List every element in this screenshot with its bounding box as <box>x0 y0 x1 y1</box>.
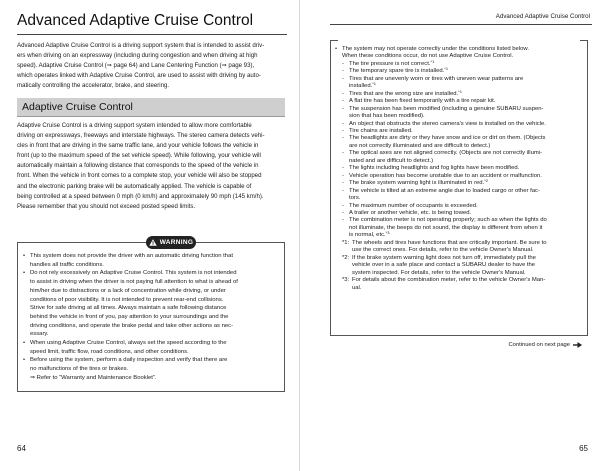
header-rule <box>330 24 592 25</box>
title-rule <box>17 34 287 35</box>
warning-label: WARNING <box>159 239 194 246</box>
condition-line: The temporary spare tire is installed. <box>349 68 445 75</box>
condition-item <box>342 106 581 121</box>
condition-line: - A trailer or another vehicle, etc. is being towed. <box>349 209 472 216</box>
condition-item <box>342 188 581 203</box>
warning-item-line: handles all traffic conditions. <box>30 261 104 268</box>
section-body <box>17 121 285 212</box>
condition-line: - Tire chains are installed. <box>349 127 413 134</box>
warning-list <box>23 252 279 383</box>
condition-item <box>342 217 581 239</box>
warning-item-line: • This system does not provide the driver with an automatic driving function that <box>30 253 233 259</box>
body-line: front (up to the maximum speed of the set vehicle speed). While following, your vehicle will <box>17 152 261 160</box>
intro-line: matically controlling the accelerator, brake, and steering. <box>17 82 170 90</box>
warning-item-line: behind the vehicle in front of you, pay attention to your surroundings and the <box>30 313 229 320</box>
condition-item <box>342 88 581 98</box>
condition-line: - The vehicle is tilted at an extreme angle due to loaded cargo or other fac- <box>349 187 540 194</box>
condition-item <box>342 68 581 75</box>
intro-line: which operates linked with Adaptive Cruise Control, are used to assist with driving by auto- <box>17 72 261 80</box>
footnote-mark: *3: <box>342 277 350 284</box>
warning-item-line: conditions of poor visibility. It is not intended to prevent rear-end collisions. <box>30 296 224 303</box>
condition-line: are not correctly illuminated and are difficult to detect.) <box>349 142 491 149</box>
condition-line: - The headlights are dirty or they have snow and ice or dirt on them. (Objects <box>349 135 546 142</box>
footnote-line: system inspected. For details, refer to the vehicle Owner's Manual. <box>352 269 526 276</box>
footnote-ref: *2 <box>484 178 488 184</box>
condition-item <box>342 128 581 135</box>
footnote-mark: *1: <box>342 239 350 246</box>
running-head: Advanced Adaptive Cruise Control <box>495 13 590 20</box>
footnote-line: For details about the combination meter, refer to the vehicle Owner's Man- <box>352 277 546 284</box>
right-page <box>300 0 600 471</box>
warning-item <box>23 252 279 269</box>
condition-line: - The maximum number of occupants is exceeded. <box>349 202 478 209</box>
warning-item <box>23 339 279 356</box>
condition-line: Tires that are the wrong size are installed. <box>349 90 459 97</box>
page-title: Advanced Adaptive Cruise Control <box>17 12 254 29</box>
condition-line: nated and are difficult to detect.) <box>349 157 434 164</box>
condition-item <box>342 180 581 187</box>
warning-item-line: ⇒ Refer to “Warranty and Maintenance Booklet”. <box>30 374 157 381</box>
footnote-line: ual. <box>352 284 362 291</box>
continued-label: Continued on next page <box>508 342 570 348</box>
condition-line: - A flat tire has been fixed temporarily with a tire repair kit. <box>349 98 496 105</box>
footnote-ref: *1 <box>444 66 449 72</box>
footnote-ref: *1 <box>458 88 462 94</box>
condition-line: - Tires that are unevenly worn or tires with uneven wear patterns are <box>349 75 524 82</box>
body-line: automatically maintain a following distance that corresponds to the speed of the vehicle in <box>17 162 259 170</box>
condition-line: sion that has been modified). <box>349 113 425 120</box>
footnote-list <box>335 240 581 292</box>
body-line: being controlled at a speed between 0 mph (0 km/h) and approximately 90 mph (145 km/h). <box>17 192 264 200</box>
warning-item-line: him/her due to distractions or a lack of concentration while driving, or under <box>30 287 226 294</box>
condition-line: The tire pressure is not correct. <box>349 60 431 67</box>
note-box <box>330 40 588 336</box>
warning-box <box>17 239 285 392</box>
footnote-mark: *2: <box>342 254 350 261</box>
condition-line: - The combination meter is not operating properly; such as when the lights do <box>349 217 547 224</box>
condition-item <box>342 165 581 172</box>
warning-item-line: speed limit, traffic flow, road conditions, and other conditions. <box>30 348 189 355</box>
note-content <box>335 46 581 292</box>
footnote-line: vehicle over in a safe place and contact a SUBARU dealer to have the <box>352 262 536 269</box>
warning-item-line: • Do not rely excessively on Adaptive Cruise Control. This system is not intended <box>30 270 237 277</box>
condition-list <box>335 58 581 240</box>
note-lead-line: • The system may not operate correctly under the conditions listed below. <box>342 46 529 52</box>
section-title: Adaptive Cruise Control <box>22 101 133 113</box>
condition-line: is normal, etc. <box>349 232 386 239</box>
page-number-right: 65 <box>579 444 588 453</box>
intro-line: ers when driving on an expressway (including during congestion and when driving at high <box>17 52 258 60</box>
footnote-line: use the correct ones. For details, refer to the vehicle Owner's Manual. <box>352 247 534 254</box>
warning-item-line: • When using Adaptive Cruise Control, always set the speed according to the <box>30 340 227 347</box>
body-line: front. When the vehicle in front comes to a complete stop, your vehicle will also be stopped <box>17 172 262 180</box>
warning-header <box>146 236 196 249</box>
condition-line: - An object that obstructs the stereo camera's view is installed on the vehicle. <box>349 120 546 127</box>
condition-line: - Vehicle operation has become unstable due to an accident or malfunction. <box>349 172 542 179</box>
condition-item <box>342 98 581 105</box>
body-line: driving on expressways, freeways and interstate highways. The stereo camera detects vehi- <box>17 132 265 140</box>
condition-line: - The optical axes are not aligned correctly. (Objects are not correctly illumi- <box>349 150 543 157</box>
page-number-left: 64 <box>17 444 26 453</box>
condition-item <box>342 121 581 128</box>
condition-line: - The lights including headlights and fog lights have been modified. <box>349 165 520 172</box>
footnote-line: If the brake system warning light does not turn off, immediately pull the <box>352 254 536 261</box>
condition-item <box>342 135 581 150</box>
footnote-item <box>342 255 581 277</box>
footnote-ref: *1 <box>430 58 435 64</box>
footnote-item <box>342 277 581 292</box>
condition-line: The brake system warning light is illuminated in red. <box>349 180 485 187</box>
warning-item-line: • Before using the system, perform a daily inspection and verify that there are <box>30 357 228 364</box>
intro-line: Advanced Adaptive Cruise Control is a driving support system that is intended to assist driv- <box>17 42 265 49</box>
footnote-ref: *3 <box>385 230 390 236</box>
condition-line: not illuminate, the beeps do not sound, the display is different from when it <box>349 224 543 231</box>
condition-item <box>342 150 581 165</box>
intro-paragraph <box>17 41 285 91</box>
condition-line: - The suspension has been modified (including a genuine SUBARU suspen- <box>349 105 544 112</box>
warning-triangle-icon <box>149 239 157 246</box>
body-line: and the electronic parking brake will be automatically applied. The vehicle is capable of <box>17 182 252 190</box>
warning-item-line: driving conditions, and operate the brake pedal and take other actions as nec- <box>30 322 234 329</box>
condition-item <box>342 210 581 217</box>
warning-item-line: Strive for safe driving at all times. Always maintain a safe following distance <box>30 305 227 312</box>
footnote-item <box>342 240 581 255</box>
body-line: cles in front that are driving in the same traffic lane, and your vehicle follows the vehicle in <box>17 142 259 150</box>
warning-item-line: to assist in driving when the driver is not paying full attention to what is ahead of <box>30 279 238 286</box>
condition-line: tors. <box>349 195 361 202</box>
body-line: Adaptive Cruise Control is a driving support system intended to allow more comfortable <box>17 122 252 129</box>
condition-line: installed. <box>349 83 373 90</box>
note-lead <box>335 46 581 61</box>
condition-item <box>342 203 581 210</box>
warning-item-line: no malfunctions of the tires or brakes. <box>30 366 129 373</box>
continued-note <box>508 342 582 348</box>
body-line: Please remember that you should not exceed posted speed limits. <box>17 202 196 210</box>
arrow-right-icon <box>573 342 582 348</box>
warning-item <box>23 356 279 382</box>
note-lead-line: When these conditions occur, do not use Adaptive Cruise Control. <box>342 53 514 60</box>
warning-item <box>23 269 279 339</box>
intro-line: speed). Adaptive Cruise Control (⇒ page 64) and Lane Centering Function (⇒ page 93), <box>17 62 255 70</box>
footnote-ref: *1 <box>372 81 377 87</box>
warning-item-line: essary. <box>30 331 49 338</box>
footnote-line: The wheels and tires have functions that are critically important. Be sure to <box>352 239 547 246</box>
